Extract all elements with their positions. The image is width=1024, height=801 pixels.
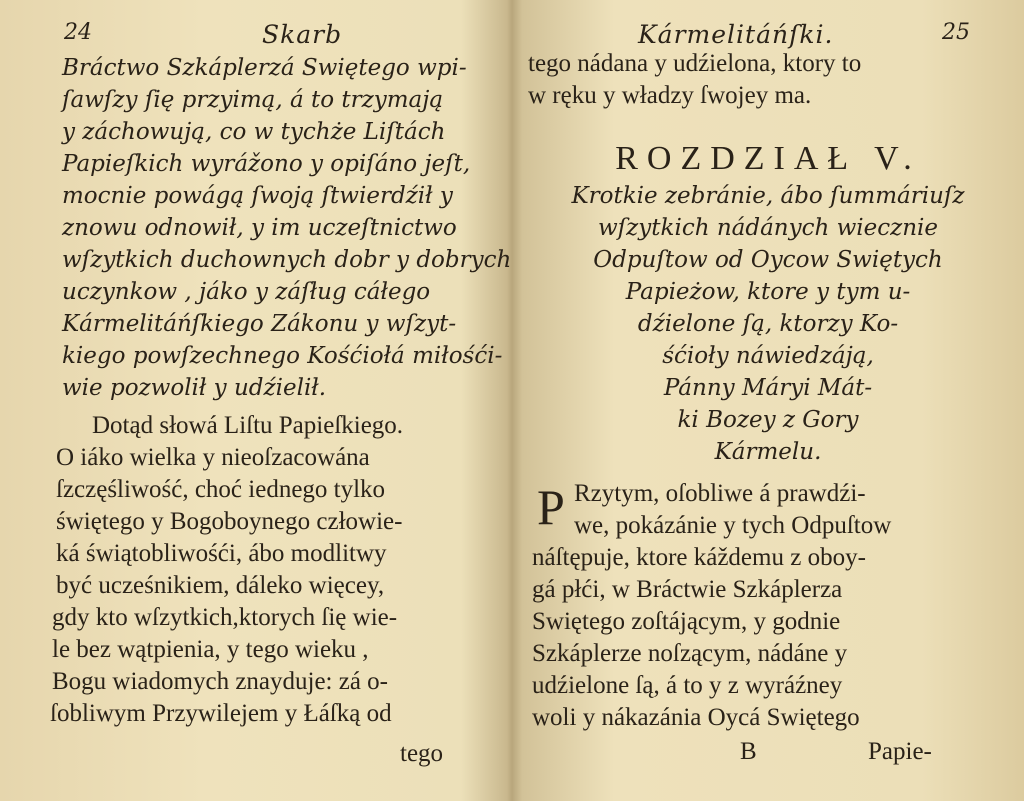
text-line: uczynkow , jáko y záſług cáłego: [62, 279, 431, 305]
text-line: náſtępuje, ktore káždemu z oboy-: [532, 544, 866, 571]
catchword-right: Papie-: [868, 738, 932, 765]
text-line: woli y nákazánia Oycá Swiętego: [532, 704, 860, 731]
summary-line: dźielone ſą, ktorzy Ko-: [637, 311, 899, 337]
text-line: le bez wątpienia, y tego wieku ,: [52, 636, 369, 663]
text-line: we, pokázánie y tych Odpuſtow: [574, 512, 892, 539]
text-line: Bráctwo Szkáplerzá Swiętego wpi-: [62, 55, 467, 81]
summary-line: Odpuſtow od Oycow Swiętych: [593, 247, 943, 273]
page-number-left: 24: [64, 20, 92, 45]
summary-line: ki Bozey z Gory: [677, 407, 859, 433]
text-line: Swiętego zoſtájącym, y godnie: [532, 608, 841, 635]
text-line: mocnie powágą ſwoją ſtwierdźił y: [62, 183, 453, 209]
text-line: wie pozwolił y udźielił.: [62, 375, 327, 401]
signature-mark: B: [740, 738, 757, 765]
page-number-right: 25: [942, 20, 970, 45]
text-line: y záchowują, co w tychże Liſtách: [62, 119, 446, 145]
summary-line: śćioły náwiedzáją,: [662, 343, 874, 369]
text-line: kiego powſzechnego Kośćiołá miłośći-: [62, 343, 503, 369]
text-line: ſobliwym Przywilejem y Łáſką od: [50, 700, 392, 727]
text-line: O iáko wielka y nieoſzacowána: [56, 444, 370, 471]
text-line: udźielone ſą, á to y z wyráźney: [532, 672, 843, 699]
text-line: ſawſzy ſię przyimą, á to trzymają: [62, 87, 444, 113]
text-line: Papieſkich wyrážono y opiſáno jeſt,: [62, 151, 471, 177]
running-head-right: Kármelitáńſki.: [638, 20, 834, 49]
summary-line: Pánny Máryi Mát-: [663, 375, 873, 401]
text-line: Bogu wiadomych znayduje: zá o-: [52, 668, 389, 695]
text-line: świętego y Bogoboynego człowie-: [56, 508, 403, 535]
text-line: być ucześnikiem, dáleko więcey,: [56, 572, 385, 599]
summary-line: Papieżow, ktore y tym u-: [625, 279, 911, 305]
right-page: [512, 0, 1024, 801]
catchword-left: tego: [400, 740, 444, 767]
text-line: gá płći, w Bráctwie Szkáplerza: [532, 576, 843, 603]
text-line: Dotąd słowá Liſtu Papieſkiego.: [92, 412, 404, 439]
text-line: Rzytym, oſobliwe á prawdźi-: [574, 480, 866, 507]
text-line: znowu odnowił, y im uczeſtnictwo: [62, 215, 457, 241]
summary-line: wſzytkich nádánych wiecznie: [597, 215, 939, 241]
chapter-heading: ROZDZIAŁ V.: [615, 140, 921, 177]
text-line: Kármelitáńſkiego Zákonu y wſzyt-: [62, 311, 457, 337]
text-line: wſzytkich duchownych dobr y dobrych: [62, 247, 512, 273]
summary-line: Kármelu.: [714, 439, 822, 465]
text-line: w ręku y władzy ſwojey ma.: [528, 82, 812, 109]
running-head-left: Skarb: [262, 20, 343, 49]
text-line: ká świątobliwośći, ábo modlitwy: [56, 540, 387, 567]
text-line: tego nádana y udźielona, ktory to: [528, 50, 862, 77]
summary-line: Krotkie zebránie, ábo ſummáriuſz: [571, 183, 965, 209]
left-page: [0, 0, 510, 801]
text-line: Szkáplerze noſzącym, nádáne y: [532, 640, 848, 667]
text-line: ſzczęśliwość, choć iednego tylko: [56, 476, 386, 503]
drop-cap: P: [537, 479, 565, 535]
text-line: gdy kto wſzytkich,ktorych ſię wie-: [52, 604, 398, 631]
